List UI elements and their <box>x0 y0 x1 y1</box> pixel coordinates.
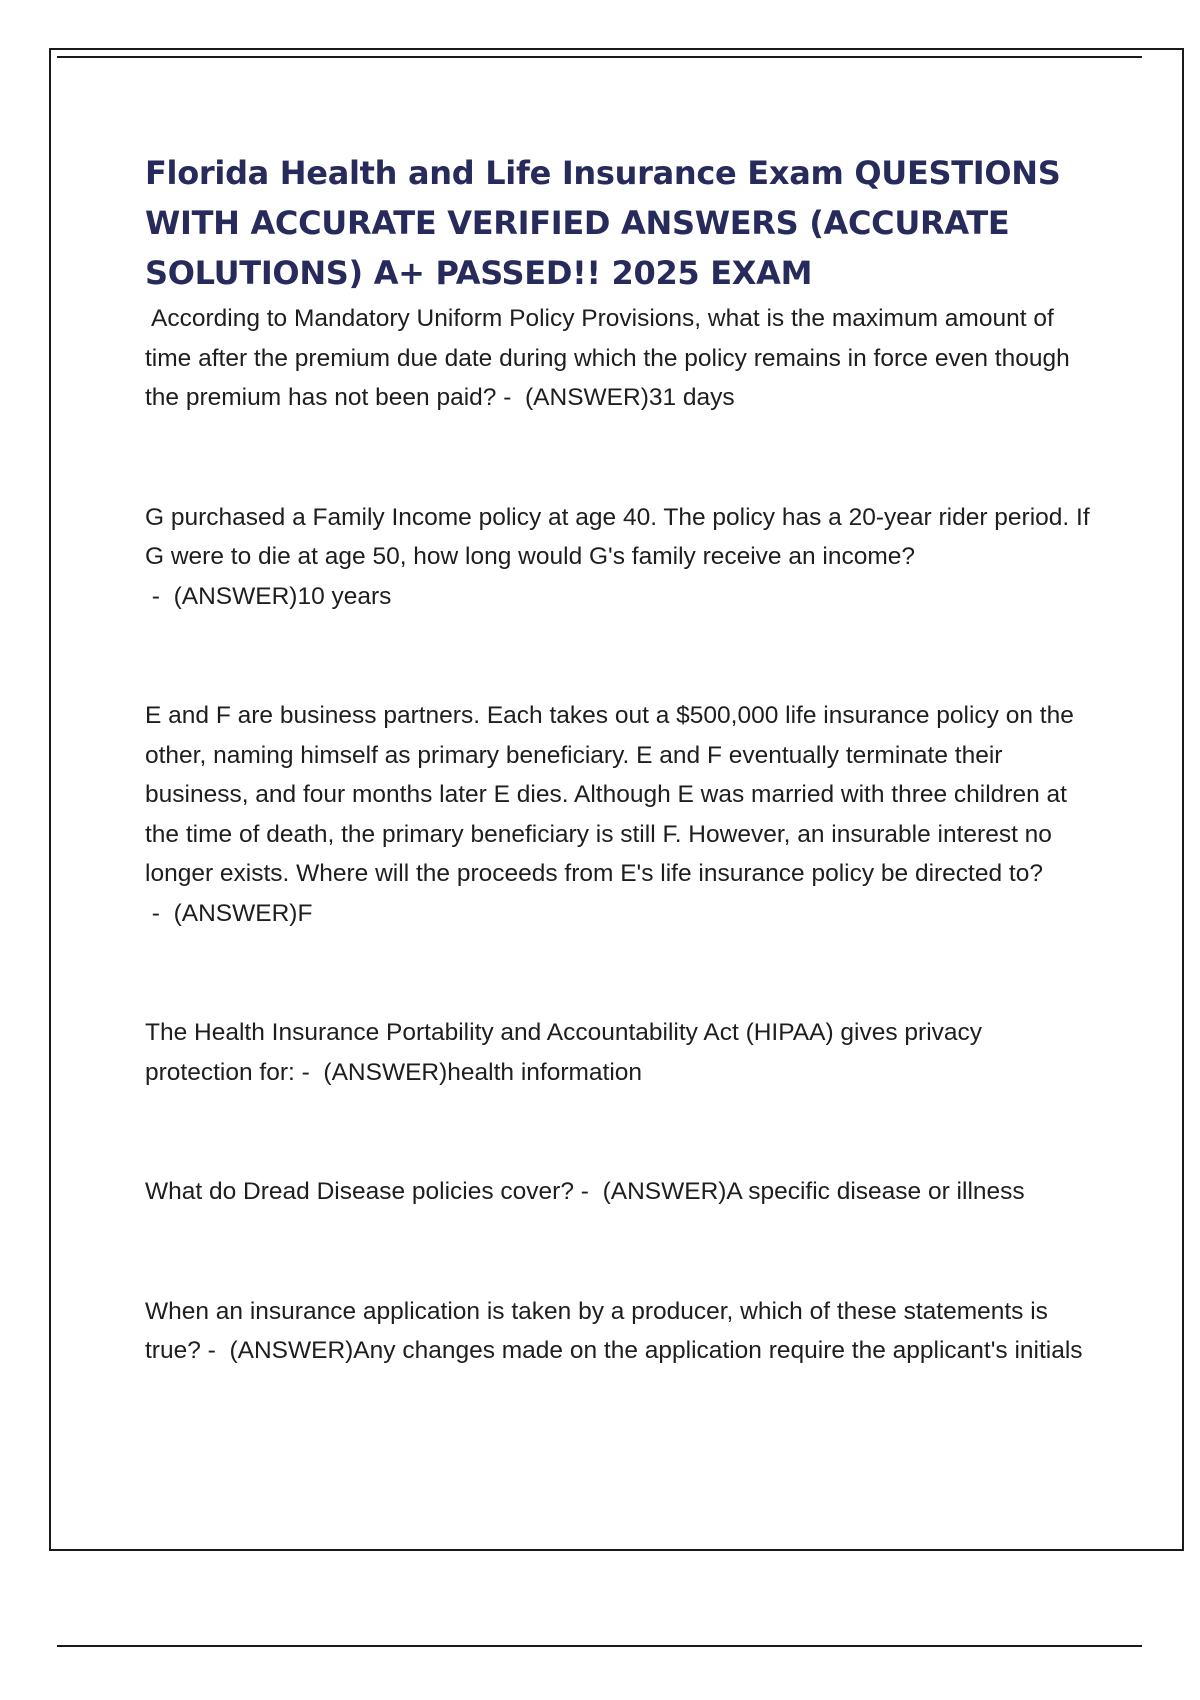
answer-text: (ANSWER)F <box>173 899 313 927</box>
question-text: The Health Insurance Portability and Accountability Act (HIPAA) gives privacy protection for: <box>145 1019 983 1086</box>
qa-item <box>145 696 1090 933</box>
qa-separator: - <box>145 899 174 927</box>
qa-item <box>145 299 1090 418</box>
bottom-rule <box>57 1645 1142 1647</box>
qa-separator: - <box>573 1178 603 1205</box>
document-title: Florida Health and Life Insurance Exam QUESTIONS WITH ACCURATE VERIFIED ANSWERS (ACCURATE SOLUTIONS) A+ PASSED!! 2025 EXAM <box>145 154 1061 292</box>
top-rule <box>57 56 1142 58</box>
qa-separator: - <box>200 1337 230 1364</box>
answer-text: (ANSWER)31 days <box>525 384 735 411</box>
qa-item <box>145 498 1090 617</box>
qa-item <box>145 1172 1090 1212</box>
question-text: What do Dread Disease policies cover? <box>145 1178 574 1205</box>
answer-text: (ANSWER)Any changes made on the application require the applicant's initials <box>229 1337 1083 1364</box>
answer-text: (ANSWER)10 years <box>173 582 392 610</box>
qa-item <box>145 1013 1090 1092</box>
question-text: When an insurance application is taken by a producer, which of these statements is true? <box>145 1297 1048 1364</box>
document-body <box>145 148 1090 1371</box>
answer-text: (ANSWER)health information <box>323 1058 643 1086</box>
answer-text: (ANSWER)A specific disease or illness <box>602 1178 1025 1205</box>
qa-separator: - <box>496 384 525 411</box>
question-text: According to Mandatory Uniform Policy Provisions, what is the maximum amount of time after the premium due date during which the policy remains in force even though the premium has not been paid? <box>145 305 1070 411</box>
qa-separator: - <box>294 1058 324 1086</box>
question-text: E and F are business partners. Each takes out a $500,000 life insurance policy on the other, naming himself as primary beneficiary. E and F eventually terminate their business, and four months later E dies. Although E was married with three children at the time of death, the primary beneficiary is still F. However, an insurable interest no longer exists. Where will the proceeds from E's life insurance policy be directed to? <box>145 702 1074 887</box>
qa-separator: - <box>145 582 174 610</box>
qa-item <box>145 1292 1090 1371</box>
question-text: G purchased a Family Income policy at age 40. The policy has a 20-year rider period. If G were to die at age 50, how long would G's family receive an income? <box>145 503 1090 570</box>
